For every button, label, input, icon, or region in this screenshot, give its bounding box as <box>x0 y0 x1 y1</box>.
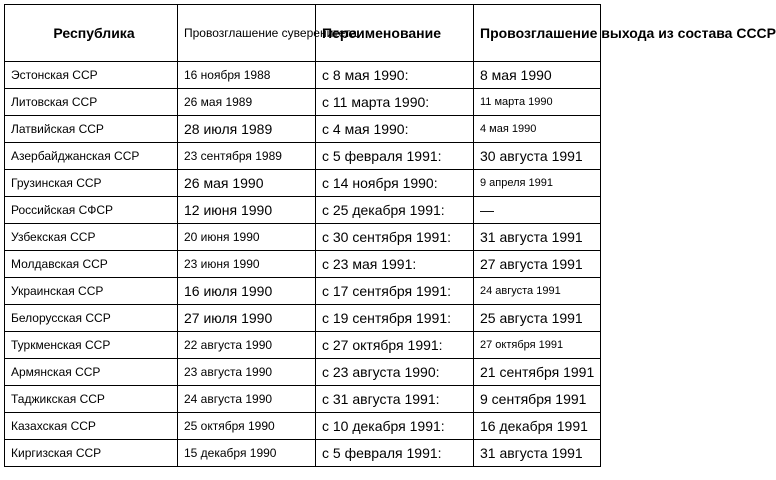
cell-exit: 9 апреля 1991 <box>474 170 601 197</box>
cell-sovereignty: 23 августа 1990 <box>178 359 316 386</box>
cell-exit: 16 декабря 1991 <box>474 413 601 440</box>
cell-renaming: с 11 марта 1990: <box>316 89 474 116</box>
cell-renaming: с 4 мая 1990: <box>316 116 474 143</box>
cell-renaming: с 23 мая 1991: <box>316 251 474 278</box>
cell-sovereignty: 15 декабря 1990 <box>178 440 316 467</box>
header-exit: Провозглашение выхода из состава СССР <box>474 5 601 62</box>
cell-sovereignty: 24 августа 1990 <box>178 386 316 413</box>
cell-republic: Латвийская ССР <box>5 116 178 143</box>
cell-sovereignty: 16 июля 1990 <box>178 278 316 305</box>
cell-republic: Российская СФСР <box>5 197 178 224</box>
table-row <box>5 386 601 413</box>
cell-exit: — <box>474 197 601 224</box>
cell-renaming: с 14 ноября 1990: <box>316 170 474 197</box>
cell-sovereignty: 22 августа 1990 <box>178 332 316 359</box>
table-row <box>5 305 601 332</box>
cell-sovereignty: 16 ноября 1988 <box>178 62 316 89</box>
table-row <box>5 251 601 278</box>
table-row <box>5 332 601 359</box>
cell-exit: 4 мая 1990 <box>474 116 601 143</box>
table-row <box>5 62 601 89</box>
cell-renaming: с 31 августа 1991: <box>316 386 474 413</box>
cell-sovereignty: 27 июля 1990 <box>178 305 316 332</box>
cell-republic: Туркменская ССР <box>5 332 178 359</box>
header-row <box>5 5 601 62</box>
republics-table <box>4 4 776 467</box>
cell-republic: Армянская ССР <box>5 359 178 386</box>
cell-republic: Литовская ССР <box>5 89 178 116</box>
table-row <box>5 224 601 251</box>
cell-renaming: с 17 сентября 1991: <box>316 278 474 305</box>
cell-renaming: с 5 февраля 1991: <box>316 440 474 467</box>
table-header <box>5 5 776 62</box>
cell-sovereignty: 20 июня 1990 <box>178 224 316 251</box>
cell-republic: Таджикская ССР <box>5 386 178 413</box>
cell-renaming: с 30 сентября 1991: <box>316 224 474 251</box>
cell-renaming: с 10 декабря 1991: <box>316 413 474 440</box>
cell-sovereignty: 23 сентября 1989 <box>178 143 316 170</box>
table-row <box>5 143 601 170</box>
cell-renaming: с 23 августа 1990: <box>316 359 474 386</box>
cell-sovereignty: 23 июня 1990 <box>178 251 316 278</box>
cell-republic: Узбекская ССР <box>5 224 178 251</box>
cell-exit: 27 октября 1991 <box>474 332 601 359</box>
cell-exit: 11 марта 1990 <box>474 89 601 116</box>
cell-republic: Азербайджанская ССР <box>5 143 178 170</box>
table-row <box>5 359 601 386</box>
table-row <box>5 278 601 305</box>
cell-republic: Киргизская ССР <box>5 440 178 467</box>
cell-renaming: с 5 февраля 1991: <box>316 143 474 170</box>
cell-renaming: с 19 сентября 1991: <box>316 305 474 332</box>
header-republic: Республика <box>5 5 178 62</box>
cell-sovereignty: 12 июня 1990 <box>178 197 316 224</box>
header-sovereignty: Провозглашение суверенитета <box>178 5 316 62</box>
cell-republic: Молдавская ССР <box>5 251 178 278</box>
cell-exit: 31 августа 1991 <box>474 224 601 251</box>
cell-renaming: с 25 декабря 1991: <box>316 197 474 224</box>
cell-sovereignty: 26 мая 1990 <box>178 170 316 197</box>
cell-renaming: с 8 мая 1990: <box>316 62 474 89</box>
table-row <box>5 197 601 224</box>
cell-exit: 24 августа 1991 <box>474 278 601 305</box>
table-body <box>5 62 601 467</box>
cell-sovereignty: 25 октября 1990 <box>178 413 316 440</box>
table-row <box>5 170 601 197</box>
cell-sovereignty: 26 мая 1989 <box>178 89 316 116</box>
table-row <box>5 89 601 116</box>
cell-republic: Эстонская ССР <box>5 62 178 89</box>
document-page <box>4 4 776 467</box>
cell-republic: Белорусская ССР <box>5 305 178 332</box>
table-row <box>5 116 601 143</box>
table-row <box>5 413 601 440</box>
cell-republic: Казахская ССР <box>5 413 178 440</box>
cell-exit: 9 сентября 1991 <box>474 386 601 413</box>
cell-exit: 21 сентября 1991 <box>474 359 601 386</box>
cell-exit: 27 августа 1991 <box>474 251 601 278</box>
header-renaming: Переименование <box>316 5 474 62</box>
cell-exit: 8 мая 1990 <box>474 62 601 89</box>
cell-exit: 31 августа 1991 <box>474 440 601 467</box>
table-row <box>5 440 601 467</box>
cell-republic: Грузинская ССР <box>5 170 178 197</box>
cell-republic: Украинская ССР <box>5 278 178 305</box>
cell-exit: 25 августа 1991 <box>474 305 601 332</box>
cell-sovereignty: 28 июля 1989 <box>178 116 316 143</box>
cell-exit: 30 августа 1991 <box>474 143 601 170</box>
cell-renaming: с 27 октября 1991: <box>316 332 474 359</box>
